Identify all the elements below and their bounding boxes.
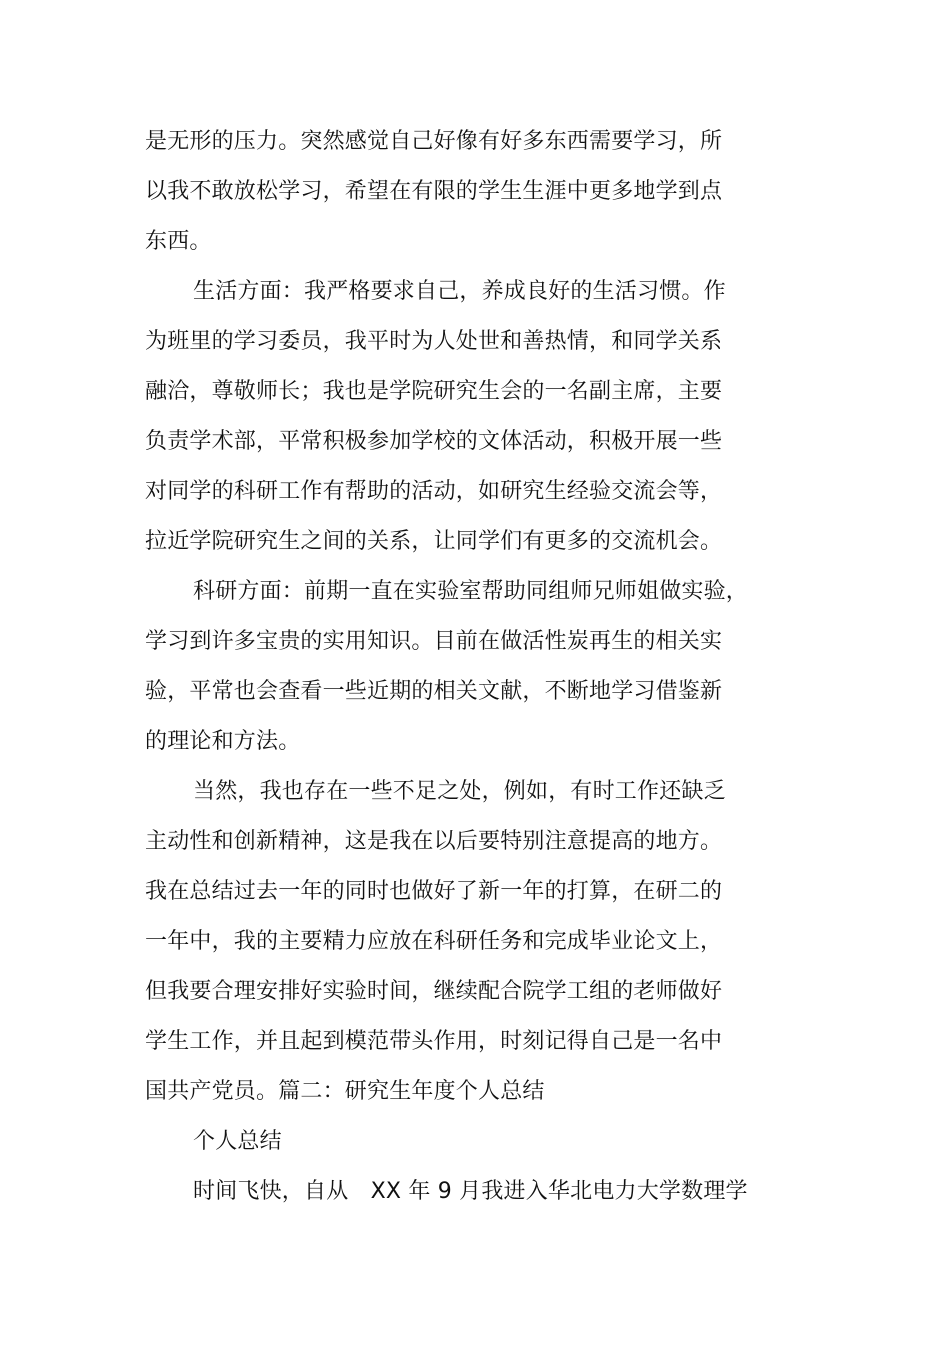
text-line: 学习到许多宝贵的实用知识。目前在做活性炭再生的相关实 xyxy=(145,629,723,654)
text-line: 主动性和创新精神，这是我在以后要特别注意提高的地方。 xyxy=(145,829,723,854)
text-line: 融洽，尊敬师长；我也是学院研究生会的一名副主席，主要 xyxy=(145,379,723,404)
text-line: 东西。 xyxy=(145,229,212,254)
text-line: 但我要合理安排好实验时间，继续配合院学工组的老师做好 xyxy=(145,979,723,1004)
text-line: 我在总结过去一年的同时也做好了新一年的打算，在研二的 xyxy=(145,879,723,904)
text-line: 为班里的学习委员，我平时为人处世和善热情，和同学关系 xyxy=(145,329,723,354)
paragraph-start-line: 生活方面：我严格要求自己，养成良好的生活习惯。作 xyxy=(193,279,726,304)
text-line: 国共产党员。篇二：研究生年度个人总结 xyxy=(145,1079,545,1104)
section-heading: 个人总结 xyxy=(193,1129,282,1154)
text-line: 学生工作，并且起到模范带头作用，时刻记得自己是一名中 xyxy=(145,1029,723,1054)
paragraph-start-line: 科研方面：前期一直在实验室帮助同组师兄师姐做实验， xyxy=(193,579,749,604)
paragraph-start-line: 时间飞快，自从 XX 年 9 月我进入华北电力大学数理学 xyxy=(193,1179,748,1204)
text-line: 是无形的压力。突然感觉自己好像有好多东西需要学习，所 xyxy=(145,129,723,154)
text-line: 对同学的科研工作有帮助的活动，如研究生经验交流会等， xyxy=(145,479,723,504)
text-line: 的理论和方法。 xyxy=(145,729,301,754)
text-line: 一年中，我的主要精力应放在科研任务和完成毕业论文上， xyxy=(145,929,723,954)
paragraph-start-line: 当然，我也存在一些不足之处，例如，有时工作还缺乏 xyxy=(193,779,726,804)
text-line: 拉近学院研究生之间的关系，让同学们有更多的交流机会。 xyxy=(145,529,723,554)
text-line: 以我不敢放松学习，希望在有限的学生生涯中更多地学到点 xyxy=(145,179,723,204)
text-line: 验，平常也会查看一些近期的相关文献，不断地学习借鉴新 xyxy=(145,679,723,704)
text-line: 负责学术部，平常积极参加学校的文体活动，积极开展一些 xyxy=(145,429,723,454)
